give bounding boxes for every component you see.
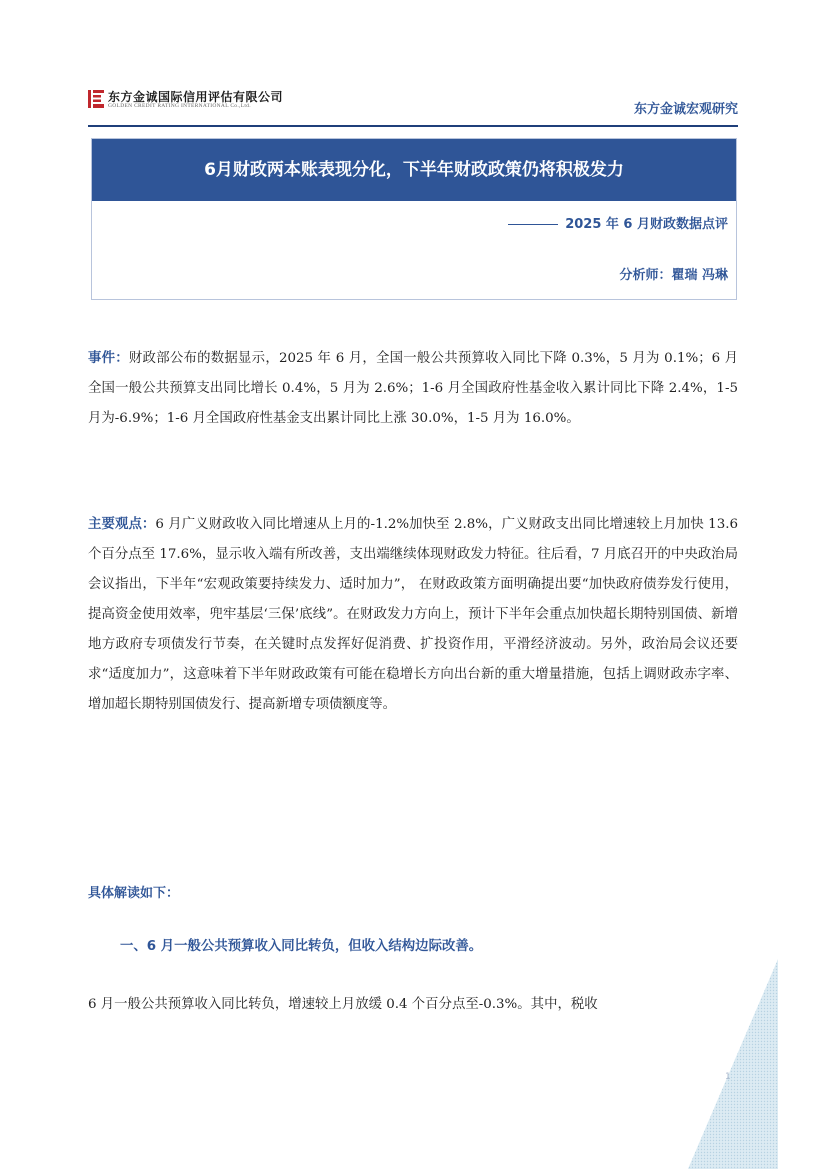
main-view-text: 6 月广义财政收入同比增速从上月的-1.2%加快至 2.8%，广义财政支出同比增速较上月加快 13.6 个百分点至 17.6%，显示收入端有所改善，支出端继续体现财政发力特征。往后看，7 月底召开的中央政治局会议指出，下半年“宏观政策要持续发力、适时加力”， 在财政政策方面明确提出要“加快政府债券发行使用，提高资金使用效率，兜牢基层‘三保’底线”。在财政发力方向上，预计下半年会重点加快超长期特别国债、新增地方政府专项债发行节奏，在关键时点发挥好促消费、扩投资作用，平滑经济波动。另外，政治局会议还要求“适度加力”，这意味着下半年财政政策有可能在稳增长方向出台新的重大增量措施，包括上调财政赤字率、增加超长期特别国债发行、提高新增专项债额度等。 <box>88 517 738 712</box>
details-label: 具体解读如下： <box>88 886 180 901</box>
subtitle-dash <box>508 224 558 225</box>
company-name-cn: 东方金诚国际信用评估有限公司 <box>108 90 284 104</box>
header-divider <box>88 125 738 127</box>
corner-decoration <box>688 959 778 1169</box>
company-logo-icon <box>88 90 104 108</box>
title-box <box>91 138 737 300</box>
report-subtitle: 2025 年 6 月财政数据点评 <box>565 217 728 232</box>
section-heading: 一、6 月一般公共预算收入同比转负，但收入结构边际改善。 <box>120 939 483 954</box>
event-paragraph <box>88 343 738 434</box>
event-text: 财政部公布的数据显示，2025 年 6 月，全国一般公共预算收入同比下降 0.3%，5 月为 0.1%；6 月全国一般公共预算支出同比增长 0.4%，5 月为 2.6%；1-6 月全国政府性基金收入累计同比下降 2.4%，1-5 月为-6.9%；1-6 月全国政府性基金支出累计同比上涨 30.0%，1-5 月为 16.0%。 <box>88 351 739 426</box>
page-header <box>88 86 738 126</box>
analysts: 分析师：瞿瑞 冯琳 <box>619 268 728 283</box>
title-band <box>92 139 736 201</box>
page-number: 1 <box>725 1072 731 1082</box>
report-title: 6月财政两本账表现分化，下半年财政政策仍将积极发力 <box>204 160 624 180</box>
main-view-paragraph <box>88 509 738 720</box>
section-paragraph: 6 月一般公共预算收入同比转负，增速较上月放缓 0.4 个百分点至-0.3%。其中，税收 <box>88 997 598 1012</box>
event-label: 事件： <box>88 350 129 366</box>
main-view-label: 主要观点： <box>88 516 156 532</box>
company-name-en: GOLDEN CREDIT RATING INTERNATIONAL Co.,Ltd. <box>108 103 251 109</box>
brand-label: 东方金诚宏观研究 <box>633 102 738 117</box>
